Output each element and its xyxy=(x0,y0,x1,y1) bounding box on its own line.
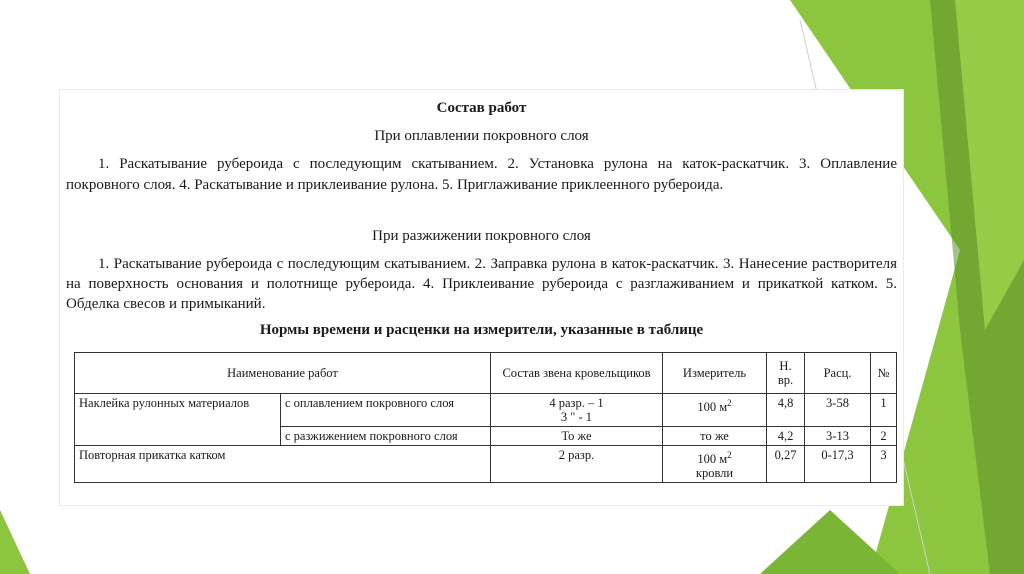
unit-cell xyxy=(663,394,767,427)
unit-cell: то же xyxy=(663,427,767,446)
crew-line: 4 разр. – 1 xyxy=(549,396,604,410)
unit-text: 100 м xyxy=(697,400,728,415)
time-cell: 4,2 xyxy=(767,427,805,446)
document-title: Состав работ xyxy=(436,100,527,116)
paragraph-dilution: 1. Раскатывание рубероида с последующим скатыванием. 2. Заправка рулона в каток-раскатчик. 3. Нанесение растворителя на поверхность основания и полотнище рубероида. 4. Приклеивание рубероида с разглаживанием и прикаткой катком. 5. Обделка свесов и примыканий. xyxy=(66,256,897,312)
table-header-row xyxy=(75,353,897,394)
norms-table xyxy=(74,352,897,483)
document-scan xyxy=(60,90,903,505)
header-num: № xyxy=(871,353,897,394)
subtitle-dilution: При разжижении покровного слоя xyxy=(372,228,591,244)
table-row xyxy=(75,446,897,483)
num-cell: 3 xyxy=(871,446,897,483)
header-rate: Расц. xyxy=(805,353,871,394)
crew-cell xyxy=(491,394,663,427)
header-unit: Измеритель xyxy=(663,353,767,394)
time-cell: 4,8 xyxy=(767,394,805,427)
crew-cell: То же xyxy=(491,427,663,446)
table-row xyxy=(75,394,897,427)
crew-cell: 2 разр. xyxy=(491,446,663,483)
rate-cell: 3-58 xyxy=(805,394,871,427)
rate-cell: 0-17,3 xyxy=(805,446,871,483)
green-bottom-left-shape xyxy=(0,510,30,574)
unit-sup: 2 xyxy=(727,450,732,460)
time-cell: 0,27 xyxy=(767,446,805,483)
header-name: Наименование работ xyxy=(75,353,491,394)
unit-cell xyxy=(663,446,767,483)
unit-line2: кровли xyxy=(695,466,734,481)
work-name-cell: Повторная прикатка катком xyxy=(75,446,491,483)
header-crew: Состав звена кровельщиков xyxy=(491,353,663,394)
paragraph-melting: 1. Раскатывание рубероида с последующим скатыванием. 2. Установка рулона на каток-раскатчик. 3. Оплавление покровного слоя. 4. Раскатывание и приклеивание рулона. 5. Приглаживание приклеенного рубероида. xyxy=(66,156,897,193)
method-cell: с разжижением покровного слоя xyxy=(281,427,491,446)
rate-cell: 3-13 xyxy=(805,427,871,446)
num-cell: 2 xyxy=(871,427,897,446)
num-cell: 1 xyxy=(871,394,897,427)
group-label: Наклейка рулонных материалов xyxy=(75,394,281,446)
unit-sup: 2 xyxy=(727,398,732,408)
table-heading: Нормы времени и расценки на измерители, указанные в таблице xyxy=(259,322,704,338)
unit-text: 100 м xyxy=(697,452,728,467)
crew-line: 3 " - 1 xyxy=(560,410,593,424)
subtitle-melting: При оплавлении покровного слоя xyxy=(374,128,589,144)
header-time: Н. вр. xyxy=(767,353,805,394)
method-cell: с оплавлением покровного слоя xyxy=(281,394,491,427)
